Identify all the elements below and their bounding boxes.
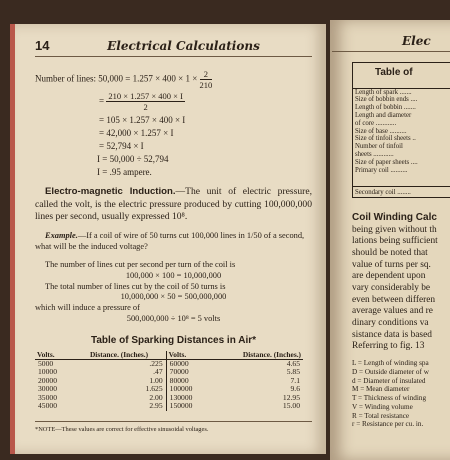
- right-text-line: should be noted that: [352, 248, 428, 259]
- right-definition-line: R = Total resistance: [352, 411, 410, 420]
- cell-volts: 5000: [38, 358, 54, 368]
- example-calculation: [35, 260, 312, 325]
- page-number: 14: [35, 38, 50, 53]
- right-text-line: Referring to fig. 13: [352, 341, 425, 352]
- fraction-numerator: 210 × 1.257 × 400 × I: [108, 91, 183, 102]
- fraction: [106, 91, 185, 112]
- cell-distance: 2.00: [72, 394, 166, 403]
- cell-distance: .225: [72, 359, 166, 368]
- calc-line: which will induce a pressure of: [35, 303, 140, 313]
- right-definition-line: D = Outside diameter of w: [352, 367, 429, 376]
- cell-distance: 2.95: [72, 402, 166, 411]
- calc-line: 10,000,000 × 50 = 500,000,000: [120, 292, 227, 302]
- right-table-row: Number of tinfoil: [355, 143, 403, 151]
- cell-distance: 15.00: [282, 401, 300, 411]
- table-title: Table of Sparking Distances in Air*: [90, 334, 257, 346]
- right-text-line: dinary conditions va: [352, 318, 429, 328]
- cell-volts: 60000: [169, 358, 189, 368]
- table-row: [35, 394, 303, 403]
- cell-volts: 70000: [169, 367, 189, 377]
- right-definition-line: M = Mean diameter: [352, 385, 410, 394]
- right-table-row: Primary coil ..........: [355, 166, 408, 174]
- cell-volts: 10000: [38, 367, 57, 377]
- cell-distance: 1.625: [72, 385, 166, 394]
- table-row: [35, 385, 303, 394]
- column-header-distance: Distance. (Inches.): [72, 351, 166, 359]
- cell-distance: 1.00: [72, 377, 166, 386]
- right-table-row: Size of paper sheets ....: [355, 158, 418, 166]
- equation-line: = $\frac{210 \times 1.257 \times 400 \times I}{2}$: [99, 91, 183, 113]
- right-definition-line: V = Winding volume: [352, 402, 413, 411]
- right-running-head: Elec: [332, 34, 450, 52]
- cell-volts: 30000: [38, 384, 57, 394]
- cell-volts: 100000: [169, 384, 193, 394]
- cell-distance: 5.85: [286, 367, 300, 377]
- cell-volts: 20000: [38, 375, 57, 385]
- right-text-line: being given without th: [352, 224, 437, 235]
- right-table-row: Length and diameter: [355, 111, 412, 119]
- right-table-row: of core ............: [355, 119, 397, 127]
- fraction-numerator: 2: [200, 69, 213, 80]
- right-table-row: Secondary coil ........: [353, 186, 450, 197]
- right-text-line: sistance data is based: [352, 329, 432, 340]
- right-definition-line: L = Length of winding spa: [352, 358, 429, 367]
- cell-distance: .47: [72, 368, 166, 377]
- cell-distance: 7.1: [290, 375, 300, 385]
- cell-volts: 130000: [169, 392, 193, 402]
- table-row: [35, 368, 303, 377]
- equation-line: = 52,794 × I: [99, 141, 144, 152]
- equation-line: = 105 × 1.257 × 400 × I: [99, 115, 186, 126]
- right-text-line: value of turns per sq.: [352, 259, 431, 270]
- column-header-volts: Volts.: [166, 351, 210, 359]
- column-header-volts: Volts.: [35, 351, 72, 359]
- equation-line: = 42,000 × 1.257 × I: [99, 128, 174, 139]
- table-footnote: *NOTE—These values are correct for effective sinusoidal voltages.: [35, 421, 312, 434]
- cell-distance: 9.6: [290, 384, 300, 394]
- cell-distance: 4.65: [286, 358, 300, 368]
- column-header-distance: Distance. (Inches.): [210, 351, 303, 359]
- example-paragraph: [35, 231, 312, 252]
- right-table-row: Length of spark .......: [355, 88, 412, 96]
- right-text-line: are dependent upon: [352, 271, 426, 282]
- table-row: [35, 402, 303, 411]
- right-section-title: Coil Winding Calc: [352, 212, 437, 224]
- equation-line: I = .95 ampere.: [97, 167, 152, 178]
- right-text-line: vary considerably be: [352, 283, 431, 294]
- cell-volts: 80000: [169, 375, 189, 385]
- equation-line: I = 50,000 ÷ 52,794: [97, 154, 169, 165]
- induction-paragraph: [35, 186, 312, 223]
- sparking-distance-table: [35, 351, 303, 411]
- cell-distance: 12.95: [282, 392, 300, 402]
- right-table-row: Size of base ..........: [355, 127, 407, 135]
- example-text: —If a coil of wire of 50 turns cut 100,000 lines in 1/50 of a second, what will be the induced voltage?: [35, 231, 305, 251]
- right-text-line: average values and re: [352, 306, 433, 317]
- table-row: [35, 377, 303, 386]
- right-text-line: even between differen: [352, 294, 436, 305]
- right-table-row: Size of tinfoil sheets ..: [355, 135, 416, 143]
- right-table-row: sheets ............: [355, 151, 394, 158]
- equation-text: Number of lines: 50,000 = 1.257 × 400 × 1 ×: [35, 73, 198, 84]
- fraction-denominator: 210: [199, 80, 213, 91]
- right-definition-line: r = Resistance per cu. in.: [352, 420, 424, 429]
- calc-line: 500,000,000 ÷ 10⁸ = 5 volts: [126, 313, 221, 323]
- right-table-row: Length of bobbin .......: [355, 104, 416, 112]
- example-label: Example.: [45, 231, 78, 241]
- calc-line: The total number of lines cut by the coil of 50 turns is: [45, 281, 226, 291]
- fraction-denominator: 2: [143, 102, 148, 113]
- right-text-line: lations being sufficient: [352, 236, 438, 247]
- equation-block: [35, 69, 312, 180]
- table-row: [35, 359, 303, 368]
- cell-volts: 150000: [169, 401, 193, 411]
- calc-line: The number of lines cut per second per turn of the coil is: [45, 260, 236, 270]
- right-table-title: Table of: [353, 63, 450, 89]
- cell-volts: 35000: [38, 392, 57, 402]
- left-page: [10, 24, 326, 454]
- cell-volts: 45000: [38, 401, 57, 411]
- right-table-row: Size of bobbin ends ....: [355, 96, 418, 104]
- right-definition-line: T = Thickness of winding: [352, 394, 427, 403]
- page-header: [35, 38, 312, 57]
- right-page: [330, 20, 450, 460]
- right-table: [352, 62, 450, 198]
- right-definition-line: d = Diameter of insulated: [352, 376, 426, 385]
- section-heading: Electro-magnetic Induction.: [45, 186, 176, 198]
- running-head: Electrical Calculations: [107, 39, 260, 53]
- fraction: [200, 69, 213, 90]
- paragraph-text: —The unit of electric pressure, called the volt, is the electric pressure produced by cutting 100,000,000 lines per second, usually expressed 10⁸.: [35, 186, 312, 222]
- calc-line: 100,000 × 100 = 10,000,000: [125, 270, 222, 280]
- equation-line: [35, 69, 312, 91]
